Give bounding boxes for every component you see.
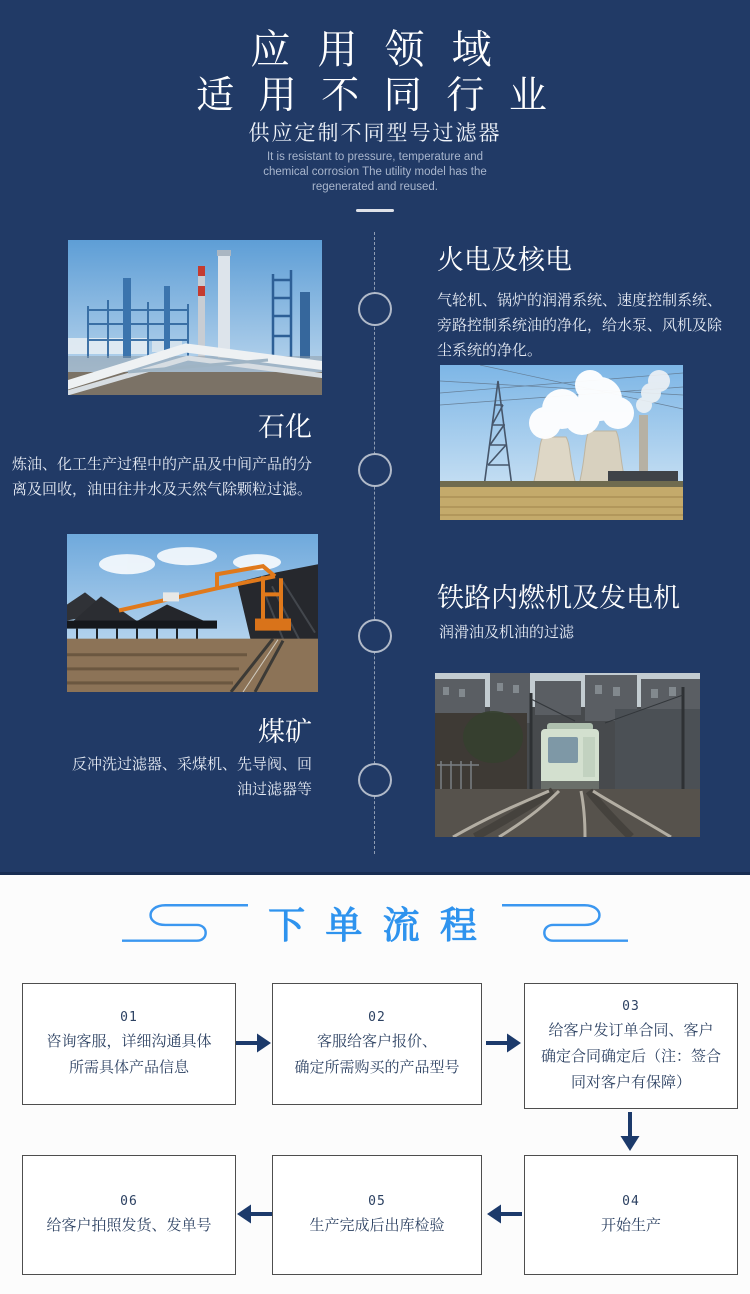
flow-step-06 [22, 1155, 236, 1275]
timeline-node-icon [358, 292, 392, 326]
application-heading-coal-mine: 煤矿 [258, 717, 312, 747]
application-heading-petrochemical: 石化 [258, 412, 312, 442]
section-title-line2: 适 用 不 同 行 业 [196, 75, 554, 117]
coal-mine-conveyor-photo [67, 534, 318, 692]
flow-step-text: 咨询客服，详细沟通具体 [46, 1033, 212, 1050]
section-subtitle: 供应定制不同型号过滤器 [248, 122, 502, 145]
flow-step-number: 06 [120, 1194, 138, 1209]
flow-step-03 [524, 983, 738, 1109]
flow-step-number: 01 [120, 1010, 138, 1025]
section-title-line1: 应 用 领 域 [250, 28, 500, 72]
arrow-down-icon [618, 1112, 642, 1152]
order-process-title-row [0, 894, 750, 950]
flow-step-text: 客服给客户报价、 [316, 1033, 437, 1050]
timeline-node-icon [358, 453, 392, 487]
application-body-coal-mine: 反冲洗过滤器、采煤机、先导阀、回油过滤器等 [71, 756, 312, 798]
power-plant-cooling-towers-photo [440, 365, 683, 520]
flow-step-text: 确定合同确定后（注：签合 [540, 1048, 721, 1065]
arrow-left-icon [236, 1202, 272, 1226]
flow-step-04 [524, 1155, 738, 1275]
arrow-left-icon [486, 1202, 522, 1226]
divider-line [356, 209, 394, 212]
petrochemical-plant-photo [68, 240, 322, 395]
flow-step-number: 02 [368, 1010, 386, 1025]
flow-step-number: 05 [368, 1194, 386, 1209]
flow-step-text: 确定所需购买的产品型号 [294, 1059, 460, 1076]
flow-step-text: 生产完成后出库检验 [309, 1217, 445, 1234]
flow-step-number: 03 [622, 999, 640, 1014]
english-caption-line3: regenerated and reused. [312, 181, 438, 193]
flow-step-01 [22, 983, 236, 1105]
english-caption [0, 150, 750, 195]
flow-step-02 [272, 983, 482, 1105]
flow-step-text: 所需具体产品信息 [68, 1059, 189, 1076]
application-body-petrochemical: 炼油、化工生产过程中的产品及中间产品的分离及回收，油田往井水及天然气除颗粒过滤。 [12, 456, 313, 498]
application-heading-railway: 铁路内燃机及发电机 [437, 583, 680, 613]
flow-step-text: 给客户发订单合同、客户 [548, 1022, 714, 1039]
english-caption-line1: It is resistant to pressure, temperature and [266, 151, 484, 163]
timeline-node-icon [358, 619, 392, 653]
flow-step-number: 04 [622, 1194, 640, 1209]
cloud-ornament-left-icon [122, 899, 248, 945]
flow-step-05 [272, 1155, 482, 1275]
timeline-node-icon [358, 763, 392, 797]
order-process-title: 下 单 流 程 [268, 905, 482, 946]
arrow-right-icon [236, 1031, 272, 1055]
flow-step-text: 同对客户有保障） [570, 1074, 691, 1091]
flow-step-text: 给客户拍照发货、发单号 [46, 1217, 212, 1234]
application-body-thermal-power: 气轮机、锅炉的润滑系统、速度控制系统、旁路控制系统油的净化，给水泵、风机及除尘系统的净化。 [437, 292, 723, 359]
english-caption-line2: chemical corrosion The utility model has the [263, 166, 487, 178]
arrow-right-icon [486, 1031, 522, 1055]
flow-step-text: 开始生产 [600, 1217, 661, 1234]
railway-train-photo [435, 673, 700, 837]
application-body-railway: 润滑油及机油的过滤 [439, 624, 575, 641]
cloud-ornament-right-icon [502, 899, 628, 945]
application-heading-thermal-power: 火电及核电 [437, 245, 572, 275]
